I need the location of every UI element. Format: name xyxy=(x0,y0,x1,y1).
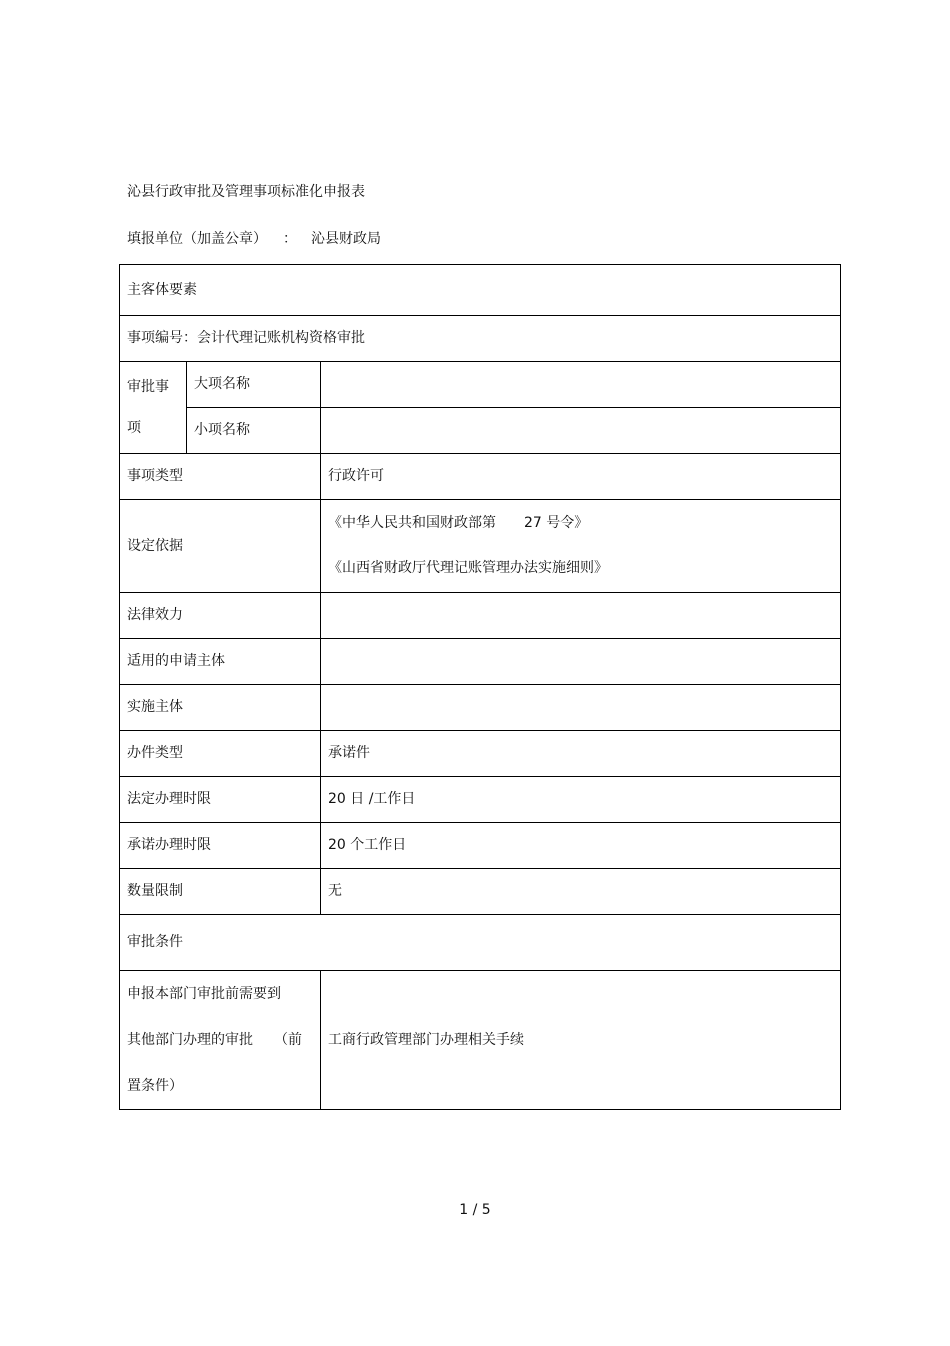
item-type-value: 行政许可 xyxy=(321,454,841,500)
basis-line-2: 《山西省财政厅代理记账管理办法实施细则》 xyxy=(328,560,608,576)
precondition-label xyxy=(120,971,321,1110)
filing-unit-line xyxy=(127,228,381,248)
basis-value xyxy=(321,500,841,593)
item-type-label: 事项类型 xyxy=(120,454,321,500)
filing-unit-separator: ： xyxy=(283,231,297,247)
small-item-value xyxy=(321,408,841,454)
promise-time-limit-value: 20 个工作日 xyxy=(321,823,841,869)
precondition-label-line2: 其他部门办理的审批 （前 xyxy=(127,1032,302,1048)
approval-item-label xyxy=(120,362,187,454)
precondition-label-line3: 置条件） xyxy=(127,1078,183,1094)
filing-unit-label: 填报单位（加盖公章） xyxy=(127,231,267,247)
approval-item-label-line2: 项 xyxy=(127,419,141,436)
filing-unit-value: 沁县财政局 xyxy=(311,231,381,247)
implementer-label: 实施主体 xyxy=(120,685,321,731)
page-number: 1 / 5 xyxy=(459,1202,491,1218)
main-subject-cell: 主客体要素 xyxy=(120,265,841,316)
document-title: 沁县行政审批及管理事项标准化申报表 xyxy=(127,184,365,200)
case-type-label: 办件类型 xyxy=(120,731,321,777)
quantity-limit-label: 数量限制 xyxy=(120,869,321,915)
applicant-label: 适用的申请主体 xyxy=(120,639,321,685)
implementer-value xyxy=(321,685,841,731)
item-number-cell: 事项编号：会计代理记账机构资格审批 xyxy=(120,316,841,362)
legal-effect-value xyxy=(321,593,841,639)
basis-line-1: 《中华人民共和国财政部第 27 号令》 xyxy=(328,515,589,532)
application-form-table xyxy=(119,264,841,1110)
legal-time-limit-value: 20 日 /工作日 xyxy=(321,777,841,823)
precondition-label-line1: 申报本部门审批前需要到 xyxy=(127,986,281,1002)
big-item-label: 大项名称 xyxy=(187,362,321,408)
small-item-label: 小项名称 xyxy=(187,408,321,454)
precondition-value: 工商行政管理部门办理相关手续 xyxy=(321,971,841,1110)
approval-conditions-cell: 审批条件 xyxy=(120,915,841,971)
quantity-limit-value: 无 xyxy=(321,869,841,915)
promise-time-limit-label: 承诺办理时限 xyxy=(120,823,321,869)
applicant-value xyxy=(321,639,841,685)
approval-item-label-line1: 审批事 xyxy=(127,378,169,395)
basis-label: 设定依据 xyxy=(120,500,321,593)
case-type-value: 承诺件 xyxy=(321,731,841,777)
legal-effect-label: 法律效力 xyxy=(120,593,321,639)
legal-time-limit-label: 法定办理时限 xyxy=(120,777,321,823)
big-item-value xyxy=(321,362,841,408)
